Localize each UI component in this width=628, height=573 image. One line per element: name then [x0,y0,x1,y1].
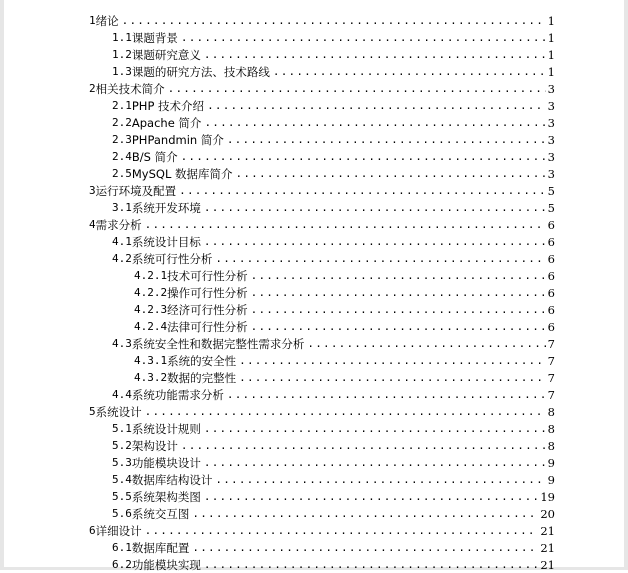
dot-leader [251,321,546,333]
toc-entry-title: 运行环境及配置 [95,183,177,198]
toc-entry-number: 6 [89,524,96,537]
toc-entry-number: 2 [89,82,96,95]
dot-leader [204,117,545,129]
toc-entry-number: 5.4 [112,473,132,486]
dot-leader [192,508,538,520]
toc-entry-page-number: 1 [547,47,555,62]
toc-entry-number: 2.4 [112,150,132,163]
toc-entry-number: 3 [89,184,96,197]
toc-entry-page-number: 5 [547,200,555,215]
toc-entry-page-number: 8 [547,438,555,453]
dot-leader [204,236,546,248]
dot-leader [204,559,538,571]
toc-entry-page-number: 21 [540,540,555,555]
toc-entry[interactable] [0,199,628,216]
toc-entry-title: 课题背景 [131,30,178,45]
dot-leader [227,389,546,401]
toc-entry-page-number: 3 [547,115,555,130]
toc-entry-title: 系统设计目标 [131,234,201,249]
toc-entry-number: 5 [89,405,96,418]
toc-entry-page-number: 6 [547,319,555,334]
toc-entry[interactable] [0,216,628,233]
toc-entry[interactable] [0,454,628,471]
toc-entry-number: 1.3 [112,65,132,78]
dot-leader [251,304,546,316]
toc-entry-title: 技术可行性分析 [167,268,248,283]
toc-entry[interactable] [0,284,628,301]
toc-entry[interactable] [0,369,628,386]
toc-entry[interactable] [0,471,628,488]
dot-leader [181,440,546,452]
dot-leader [227,134,546,146]
toc-entry-title: 绪论 [95,13,119,28]
toc-entry-page-number: 1 [547,64,555,79]
toc-entry-page-number: 20 [540,506,555,521]
toc-entry[interactable] [0,420,628,437]
toc-entry-page-number: 6 [547,251,555,266]
dot-leader [215,253,545,265]
toc-entry-page-number: 1 [547,13,555,28]
table-of-contents [0,12,628,573]
toc-entry[interactable] [0,488,628,505]
toc-entry-page-number: 21 [540,557,555,572]
toc-entry-page-number: 7 [547,370,555,385]
toc-entry-page-number: 8 [547,404,555,419]
dot-leader [181,32,546,44]
dot-leader [192,542,538,554]
toc-entry-page-number: 7 [547,336,555,351]
toc-entry-number: 5.2 [112,439,132,452]
toc-entry-title: 法律可行性分析 [167,319,248,334]
toc-entry[interactable] [0,301,628,318]
toc-entry-title: 数据库结构设计 [131,472,213,487]
toc-entry[interactable] [0,539,628,556]
toc-entry-number: 6.2 [112,558,132,571]
toc-entry-title: 系统设计规则 [131,421,201,436]
toc-entry-number: 5.3 [112,456,132,469]
toc-entry-number: 4.2.1 [134,269,168,282]
toc-entry[interactable] [0,131,628,148]
toc-entry-page-number: 6 [547,302,555,317]
toc-entry-page-number: 3 [547,149,555,164]
toc-entry[interactable] [0,250,628,267]
toc-entry-title: 系统安全性和数据完整性需求分析 [131,336,305,351]
toc-entry-title: 详细设计 [95,523,142,538]
toc-entry[interactable] [0,97,628,114]
toc-entry-title: PHP 技术介绍 [131,98,205,113]
toc-entry[interactable] [0,165,628,182]
toc-entry[interactable] [0,148,628,165]
toc-entry-number: 4.2 [112,252,132,265]
toc-entry-title: 系统开发环境 [131,200,201,215]
toc-entry-title: 系统交互图 [131,506,190,521]
dot-leader [204,457,546,469]
toc-entry-number: 4.2.4 [134,320,168,333]
toc-entry-page-number: 9 [547,472,555,487]
toc-entry[interactable] [0,46,628,63]
toc-entry-number: 5.1 [112,422,132,435]
toc-entry-title: 数据库配置 [131,540,190,555]
toc-entry-page-number: 3 [547,81,555,96]
dot-leader [239,355,546,367]
toc-entry-title: 系统可行性分析 [131,251,213,266]
toc-entry-title: PHPandmin 简介 [131,132,224,147]
toc-entry-title: 功能模块实现 [131,557,201,572]
dot-leader [204,491,538,503]
toc-entry-number: 2.2 [112,116,132,129]
toc-entry[interactable] [0,80,628,97]
toc-entry-page-number: 3 [547,98,555,113]
toc-entry-page-number: 7 [547,387,555,402]
toc-entry[interactable] [0,335,628,352]
toc-entry-page-number: 21 [540,523,555,538]
toc-entry-title: 操作可行性分析 [167,285,248,300]
toc-entry[interactable] [0,182,628,199]
toc-entry-number: 4.1 [112,235,132,248]
dot-leader [215,474,545,486]
toc-entry-page-number: 8 [547,421,555,436]
toc-entry-title: 相关技术简介 [95,81,165,96]
dot-leader [204,423,546,435]
toc-entry-page-number: 6 [547,234,555,249]
dot-leader [181,151,546,163]
toc-entry[interactable] [0,12,628,29]
toc-entry[interactable] [0,63,628,80]
toc-entry-title: 系统的安全性 [167,353,237,368]
toc-entry[interactable] [0,29,628,46]
toc-entry[interactable] [0,403,628,420]
toc-entry-page-number: 6 [547,285,555,300]
toc-entry-page-number: 5 [547,183,555,198]
toc-entry-number: 4.2.3 [134,303,168,316]
toc-entry-number: 4 [89,218,96,231]
toc-entry-number: 4.3 [112,337,132,350]
toc-entry[interactable] [0,233,628,250]
toc-entry-page-number: 3 [547,132,555,147]
toc-entry-title: 系统架构类图 [131,489,201,504]
toc-entry-title: MySQL 数据库简介 [131,166,233,181]
dot-leader [168,83,546,95]
toc-entry-title: 数据的完整性 [167,370,237,385]
dot-leader [122,15,546,27]
dot-leader [251,270,546,282]
dot-leader [236,168,546,180]
dot-leader [307,338,545,350]
toc-entry[interactable] [0,505,628,522]
toc-entry[interactable] [0,352,628,369]
toc-entry-title: Apache 简介 [131,115,202,130]
dot-leader [251,287,546,299]
toc-entry-page-number: 7 [547,353,555,368]
toc-entry-title: 经济可行性分析 [167,302,248,317]
toc-entry-number: 5.6 [112,507,132,520]
toc-entry[interactable] [0,437,628,454]
dot-leader [145,219,546,231]
toc-entry[interactable] [0,318,628,335]
toc-entry[interactable] [0,522,628,539]
toc-entry-page-number: 6 [547,217,555,232]
toc-entry-page-number: 1 [547,30,555,45]
toc-entry-number: 1.1 [112,31,132,44]
toc-entry-number: 4.4 [112,388,132,401]
toc-entry-number: 5.5 [112,490,132,503]
toc-entry-number: 1 [89,14,96,27]
toc-entry-number: 4.3.1 [134,354,168,367]
toc-entry-number: 1.2 [112,48,132,61]
toc-entry-title: 课题研究意义 [131,47,201,62]
dot-leader [204,202,546,214]
toc-entry-title: 需求分析 [95,217,142,232]
toc-entry-title: 功能模块设计 [131,455,201,470]
toc-entry-number: 6.1 [112,541,132,554]
dot-leader [239,372,546,384]
toc-entry-number: 2.5 [112,167,132,180]
toc-entry[interactable] [0,386,628,403]
toc-entry-page-number: 3 [547,166,555,181]
toc-entry-page-number: 6 [547,268,555,283]
toc-entry-number: 2.3 [112,133,132,146]
toc-entry-page-number: 9 [547,455,555,470]
toc-entry-title: 系统设计 [95,404,142,419]
toc-entry-title: 系统功能需求分析 [131,387,224,402]
toc-entry-title: 课题的研究方法、技术路线 [131,64,270,79]
dot-leader [204,49,546,61]
dot-leader [179,185,546,197]
toc-entry-title: B/S 简介 [131,149,178,164]
toc-entry-page-number: 19 [540,489,555,504]
toc-entry-number: 4.3.2 [134,371,168,384]
toc-entry-number: 3.1 [112,201,132,214]
dot-leader [145,406,546,418]
toc-entry-number: 4.2.2 [134,286,168,299]
toc-entry[interactable] [0,556,628,573]
toc-entry[interactable] [0,267,628,284]
dot-leader [273,66,546,78]
toc-entry-title: 架构设计 [131,438,178,453]
dot-leader [207,100,546,112]
toc-entry-number: 2.1 [112,99,132,112]
toc-entry[interactable] [0,114,628,131]
dot-leader [145,525,539,537]
